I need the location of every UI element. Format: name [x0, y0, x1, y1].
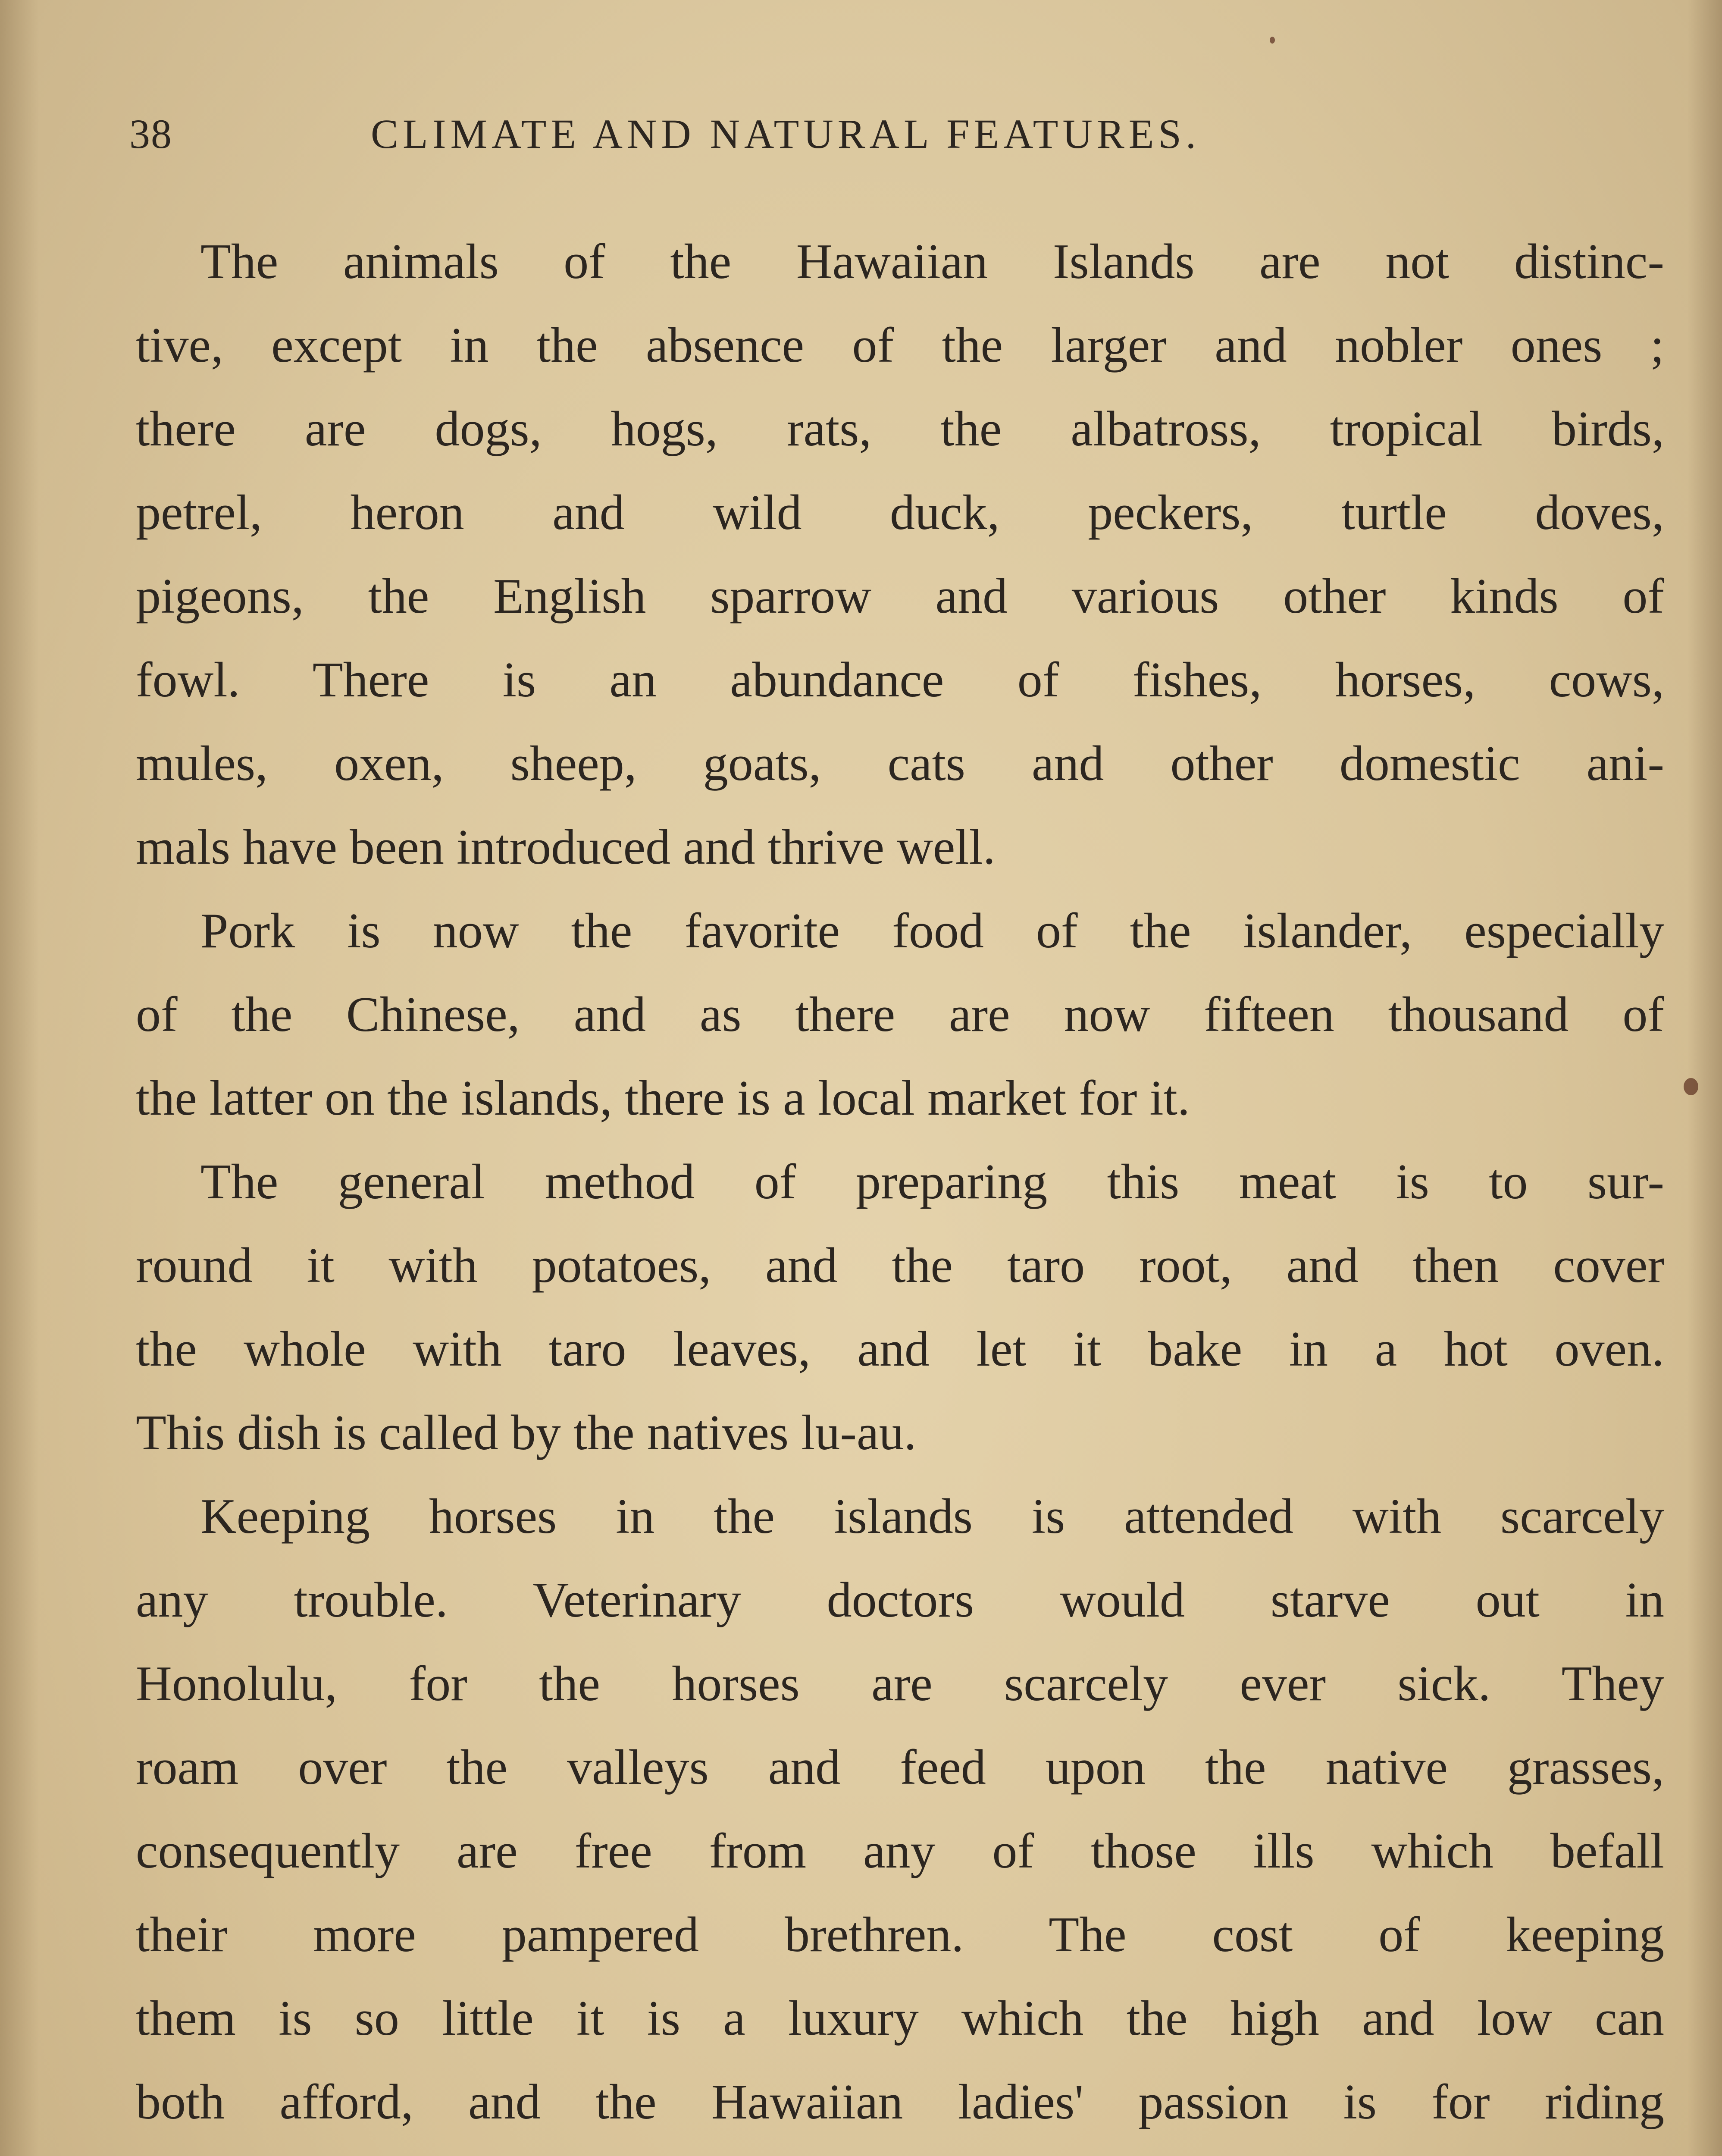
text-line: Keeping horses in the islands is attended with scarcely	[200, 1489, 1664, 1544]
text-line: fowl. There is an abundance of fishes, horses, cows,	[136, 652, 1664, 708]
ink-speck	[1270, 37, 1275, 44]
text-line: petrel, heron and wild duck, peckers, turtle doves,	[136, 485, 1664, 540]
text-line: pigeons, the English sparrow and various other kinds of	[136, 569, 1664, 624]
text-line: The general method of preparing this meat is to sur-	[200, 1154, 1664, 1210]
page-gutter-shadow	[0, 0, 39, 2156]
text-line: round it with potatoes, and the taro root, and then cover	[136, 1238, 1664, 1293]
text-line: both afford, and the Hawaiian ladies' passion is for riding	[136, 2075, 1664, 2130]
text-line: them is so little it is a luxury which the high and low can	[136, 1991, 1664, 2046]
text-line: mules, oxen, sheep, goats, cats and other domestic ani-	[136, 736, 1664, 791]
paragraph	[136, 220, 1664, 889]
text-line: Pork is now the favorite food of the islander, especially	[200, 903, 1664, 959]
text-line: there are dogs, hogs, rats, the albatross, tropical birds,	[136, 401, 1664, 457]
text-line: roam over the valleys and feed upon the native grasses,	[136, 1740, 1664, 1795]
running-head	[129, 110, 1595, 175]
paragraph	[136, 1475, 1664, 2156]
text-line: tive, except in the absence of the larger and nobler ones ;	[136, 318, 1664, 373]
text-line: consequently are free from any of those ills which befall	[136, 1824, 1664, 1879]
text-line: the whole with taro leaves, and let it bake in a hot oven.	[136, 1322, 1664, 1377]
paragraph	[136, 1140, 1664, 1475]
text-line: any trouble. Veterinary doctors would starve out in	[136, 1573, 1664, 1628]
text-line: This dish is called by the natives lu-au.	[136, 1405, 917, 1460]
text-line: of the Chinese, and as there are now fifteen thousand of	[136, 987, 1664, 1042]
text-line: the latter on the islands, there is a local market for it.	[136, 1071, 1190, 1126]
text-line: The animals of the Hawaiian Islands are not distinc-	[200, 234, 1664, 289]
text-line: mals have been introduced and thrive well.	[136, 820, 996, 875]
body-text	[136, 220, 1664, 2156]
text-line: Honolulu, for the horses are scarcely ever sick. They	[136, 1656, 1664, 1711]
ink-speck	[1684, 1078, 1698, 1095]
text-line: their more pampered brethren. The cost of keeping	[136, 1907, 1664, 1962]
running-title: CLIMATE AND NATURAL FEATURES.	[371, 111, 1200, 157]
page-number: 38	[129, 111, 172, 157]
text-line	[136, 2144, 1664, 2156]
paragraph	[136, 889, 1664, 1140]
